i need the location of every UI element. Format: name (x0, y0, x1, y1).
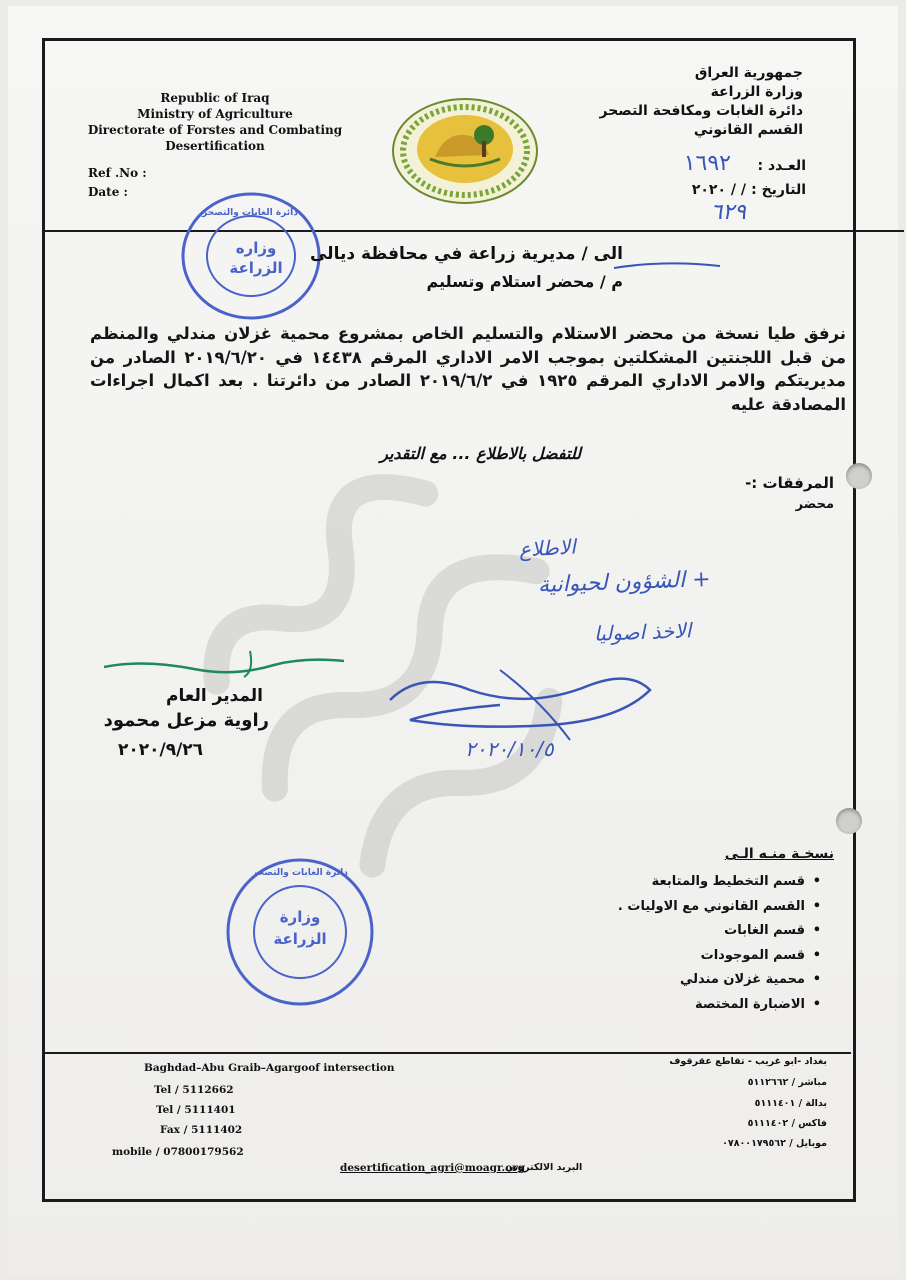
footer-mobile-ar: موبايل / ٠٧٨٠٠١٧٩٥٦٢ (722, 1138, 827, 1149)
copies-item: • محمية غزلان مندلي (618, 968, 821, 993)
english-ministry: Ministry of Agriculture (137, 107, 293, 121)
copies-item: • قسم التخطيط والمتابعة (618, 870, 821, 895)
footer-mobile-en: mobile / 07800179562 (112, 1146, 244, 1158)
arabic-directorate: دائرة الغابات ومكافحة التصحر (599, 103, 803, 119)
body-paragraph: نرفق طيا نسخة من محضر الاستلام والتسليم الخاص بمشروع محمية غزلان مندلي والمنظم من قبل اللجنتين المشكلتين بموجب الامر الاداري المرقم ١٤٤٣٨ في ٢٠١٩/٦/٢٠ الصادر من مديريتكم والامر الاداري المرقم ١٩٢٥ في ٢٠١٩/٦/٢ الصادر من دائرتنا . بعد اكمال اجراءات المصادقة عليه (90, 324, 846, 414)
stamp-top-ring-text: دائرة الغابات والتصحر (202, 208, 298, 218)
punch-hole-bottom (836, 808, 862, 834)
handwritten-note-line3: الاخذ اصوليا (593, 618, 692, 646)
signature-green (100, 645, 350, 681)
footer-email-label: البريد الالكتروني (505, 1162, 583, 1173)
english-header (75, 90, 355, 154)
arabic-date-label: التاريخ : (751, 182, 806, 198)
stamp-top-line2: الزراعة (229, 259, 283, 277)
closing-line: للتفضل بالاطلاع ... مع التقدير (380, 444, 581, 463)
attachments-item: محضر (795, 497, 834, 512)
copies-item: • القسم القانوني مع الاوليات . (618, 895, 821, 920)
english-directorate-line1: Directorate of Forstes and Combating (87, 123, 343, 137)
copies-item: • الاضبارة المختصة (618, 993, 821, 1018)
ministry-logo (390, 97, 540, 205)
footer-address-ar: بغداد -ابو غريب - تقاطع عقرقوف (669, 1056, 827, 1067)
arabic-country: جمهورية العراق (694, 65, 803, 81)
ref-label: Ref .No : (88, 166, 147, 180)
copies-item: • قسم الموجودات (618, 944, 821, 969)
addressee: الى / مديرية زراعة في محافظة ديالى (309, 244, 623, 264)
footer-tel2-en: Tel / 5111401 (156, 1104, 236, 1116)
footer-tel1-en: Tel / 5112662 (154, 1084, 234, 1096)
handwritten-underline (612, 258, 722, 274)
subject-line: م / محضر استلام وتسليم (426, 272, 623, 291)
copies-list (618, 870, 821, 1017)
stamp-top-text (226, 238, 286, 278)
stamp-bottom-line2: الزراعة (273, 930, 327, 948)
stamp-top-line1: وزاره (235, 239, 277, 257)
arabic-header (543, 64, 803, 140)
arabic-number-value: ١٦٩٢ (683, 151, 731, 176)
english-country: Republic of Iraq (160, 91, 270, 105)
footer-address-en: Baghdad–Abu Graib–Agargoof intersection (144, 1062, 395, 1074)
signatory-date: ٢٠٢٠/٩/٢٦ (118, 740, 204, 760)
date-label: Date : (88, 185, 128, 199)
handwritten-ref-number: ٦٢٩ (710, 200, 746, 225)
signatory-title: المدير العام (166, 686, 263, 706)
footer-email[interactable]: desertification_agri@moagr.org (340, 1162, 526, 1174)
footer-fax-ar: فاكس / ٥١١١٤٠٢ (747, 1118, 827, 1129)
footer-fax-en: Fax / 5111402 (160, 1124, 243, 1136)
copies-label: نسخـة منـه الـى (724, 846, 834, 862)
arabic-date-value: / / ٢٠٢٠ (691, 182, 746, 198)
copies-item: • قسم الغابات (618, 919, 821, 944)
stamp-bottom-line1: وزارة (279, 908, 321, 926)
footer-direct-ar: مباشر / ٥١١٢٦٦٢ (747, 1077, 827, 1088)
arabic-ministry: وزارة الزراعة (710, 84, 803, 100)
stamp-bottom-text (270, 906, 330, 950)
arabic-section: القسم القانوني (693, 122, 803, 138)
attachments-label: المرفقات :- (745, 474, 834, 492)
punch-hole-top (846, 463, 872, 489)
handwritten-note-date: ٢٠٢٠/١٠/٥ (465, 737, 554, 761)
handwritten-note-line2: + الشؤون لحيوانية (538, 566, 712, 599)
arabic-number-label: العـدد : (757, 158, 806, 174)
footer-divider (45, 1052, 851, 1054)
footer-switch-ar: بدالة / ٥١١١٤٠١ (754, 1098, 827, 1109)
english-directorate-line2: Desertification (165, 139, 265, 153)
handwritten-note-line1: الاطلاع (518, 534, 577, 562)
stamp-bottom-ring-text: دائرة الغابات والتصحر (252, 868, 348, 878)
header-divider (42, 230, 904, 232)
signatory-name: راوية مزعل محمود (103, 710, 269, 731)
